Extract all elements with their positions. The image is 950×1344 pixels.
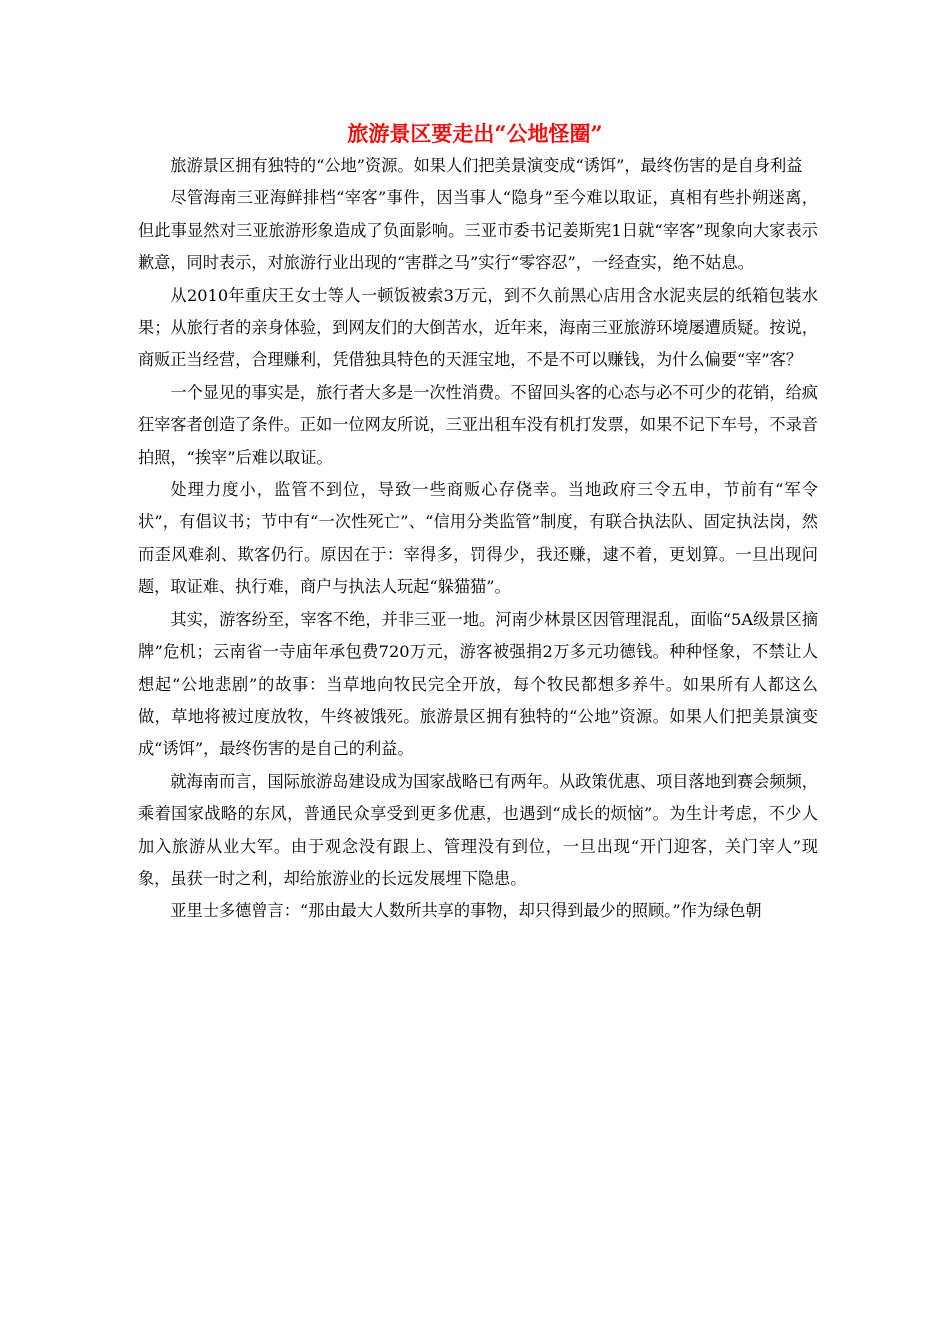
paragraph-3: 从2010年重庆王女士等人一顿饭被索3万元，到不久前黑心店用含水泥夹层的纸箱包装水果；从旅行者的亲身体验，到网友们的大倒苦水，近年来，海南三亚旅游环境屡遭质疑。按说，商贩正当经营，合理赚利，凭借独具特色的天涯宝地，不是不可以赚钱，为什么偏要“宰”客？ bbox=[138, 285, 818, 370]
paragraph-6: 其实，游客纷至，宰客不绝，并非三亚一地。河南少林景区因管理混乱，面临“5A级景区摘牌”危机；云南省一寺庙年承包费720万元，游客被强捐2万多元功德钱。种种怪象，不禁让人想起“公地悲剧”的故事：当草地向牧民完全开放，每个牧民都想多养牛。如果所有人都这么做，草地将被过度放牧，牛终被饿死。旅游景区拥有独特的“公地”资源。如果人们把美景演变成“诱饵”，最终伤害的是自己的利益。 bbox=[138, 609, 818, 759]
paragraph-4: 一个显见的事实是，旅行者大多是一次性消费。不留回头客的心态与必不可少的花销，给疯狂宰客者创造了条件。正如一位网友所说，三亚出租车没有机打发票，如果不记下车号，不录音拍照，“挨宰”后难以取证。 bbox=[138, 382, 818, 467]
paragraph-1: 旅游景区拥有独特的“公地”资源。如果人们把美景演变成“诱饵”，最终伤害的是自身利益 bbox=[170, 156, 803, 175]
paragraph-5: 处理力度小，监管不到位，导致一些商贩心存侥幸。当地政府三令五申，节前有“军令状”，有倡议书；节中有“一次性死亡”、“信用分类监管”制度，有联合执法队、固定执法岗，然而歪风难刹、欺客仍行。原因在于：宰得多，罚得少，我还赚，逮不着，更划算。一旦出现问题，取证难、执行难，商户与执法人玩起“躲猫猫”。 bbox=[138, 480, 818, 597]
article-body bbox=[138, 150, 818, 928]
paragraph-8: 亚里士多德曾言：“那由最大人数所共享的事物，却只得到最少的照顾。”作为绿色朝 bbox=[170, 901, 762, 921]
paragraph-7: 就海南而言，国际旅游岛建设成为国家战略已有两年。从政策优惠、项目落地到赛会频频，乘着国家战略的东风，普通民众享受到更多优惠，也遇到“成长的烦恼”。为生计考虑，不少人加入旅游从业大军。由于观念没有跟上、管理没有到位，一旦出现“开门迎客，关门宰人”现象，虽获一时之利，却给旅游业的长远发展埋下隐患。 bbox=[138, 771, 818, 888]
article-title: 旅游景区要走出“公地怪圈” bbox=[347, 121, 603, 146]
paragraph-2: 尽管海南三亚海鲜排档“宰客”事件，因当事人“隐身”至今难以取证，真相有些扑朔迷离，但此事显然对三亚旅游形象造成了负面影响。三亚市委书记姜斯宪1日就“宰客”现象向大家表示歉意，同时表示，对旅游行业出现的“害群之马”实行“零容忍”，一经查实，绝不姑息。 bbox=[138, 188, 818, 273]
